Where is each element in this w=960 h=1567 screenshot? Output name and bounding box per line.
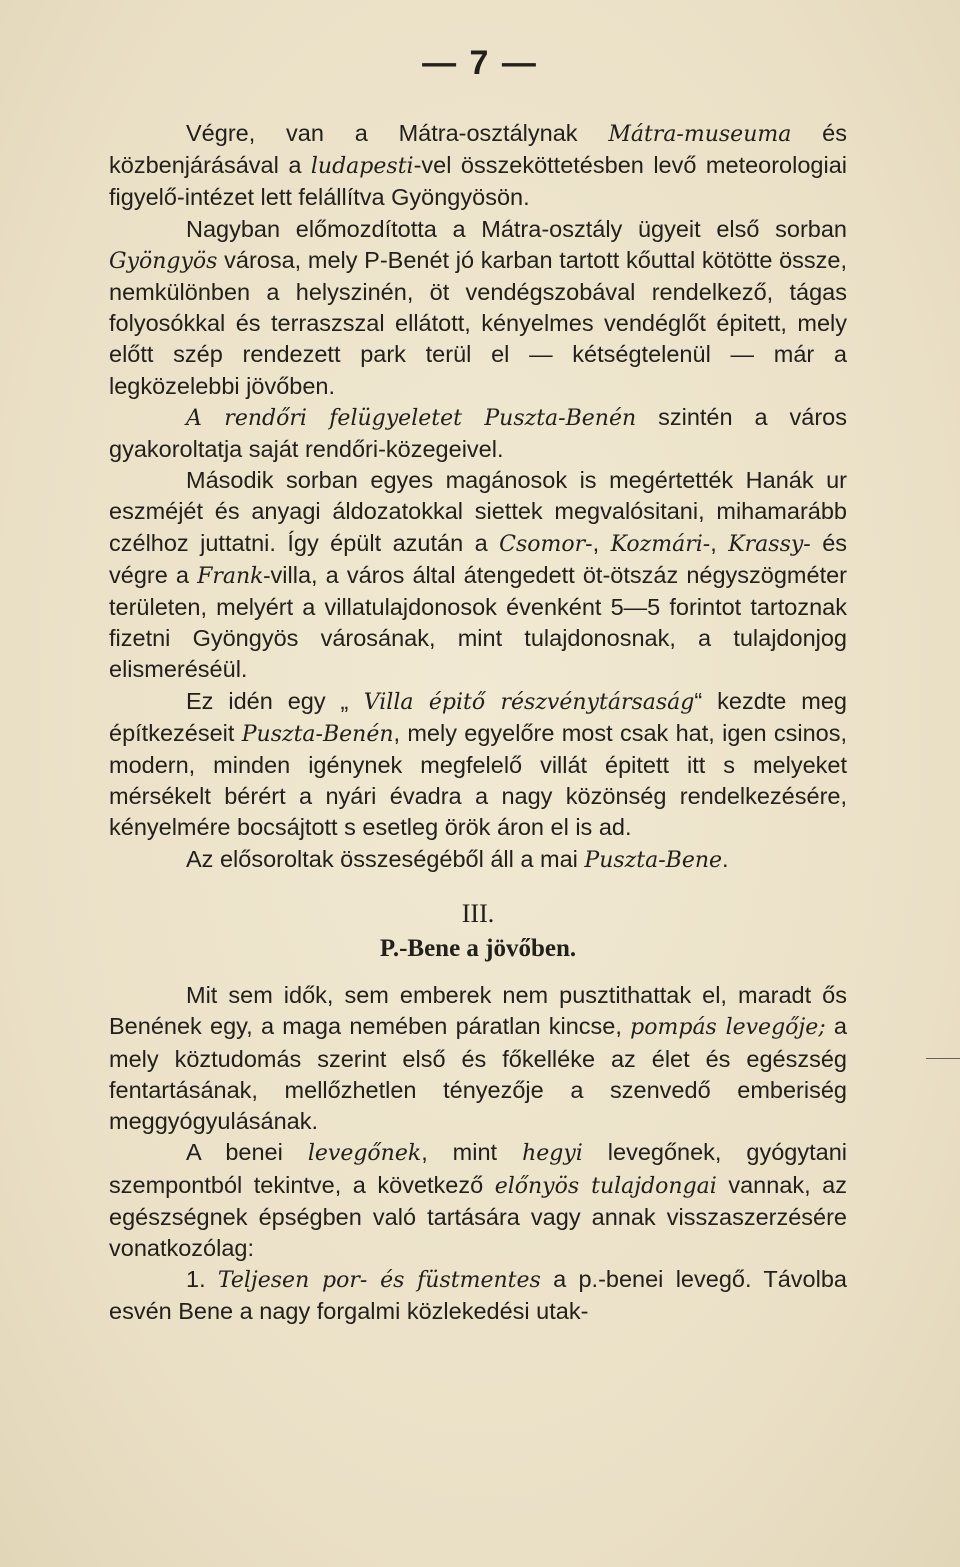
text-run: ,: [710, 529, 729, 556]
italic-text: pompás levegője;: [630, 1015, 826, 1041]
text-run: és közbenjárásával a: [109, 120, 847, 179]
text-run: városa, mely P-Benét jó karban tartott kőuttal kötötte össze, nemkülönben a helyszinén, öt vendégszobával rendelkező, tágas folyosókkal és terraszszal ellátott, kényelmes vendéglőt épitett, mely előtt szép rendezett park terül el — kétségtelenül — már a legközelebbi jövőben.: [109, 246, 847, 399]
paragraph: [109, 980, 847, 1137]
italic-text: ludapesti: [310, 154, 414, 180]
text-run: Második sorban egyes magánosok is megértették Hanák ur eszméjét és anyagi áldozatokkal siettek megvalósitani, mihamarább czélhoz juttatni. Így épült azután a: [109, 467, 847, 556]
italic-text: Puszta-Bene: [584, 847, 723, 873]
italic-text: Frank-: [197, 563, 271, 589]
text-run: Végre, van a Mátra-osztálynak: [186, 120, 609, 146]
italic-text: Kozmári-: [610, 531, 711, 557]
body-text: [109, 118, 847, 1328]
text-run: és végre a: [109, 529, 848, 588]
paragraph: [109, 465, 847, 685]
italic-text: Csomor-: [499, 531, 593, 557]
italic-text: Gyöngyös: [109, 248, 218, 274]
italic-text: A rendőri felügyeletet Puszta-Benén: [186, 405, 637, 431]
section-intro: [109, 118, 847, 876]
italic-text: levegőnek: [307, 1141, 422, 1167]
paragraph: [109, 1264, 847, 1327]
text-run: Nagyban előmozdította a Mátra-osztály ügyeit első sorban: [186, 215, 847, 242]
text-run: Az elősoroltak összeségéből áll a mai: [186, 845, 585, 872]
italic-text: előnyös tulajdongai: [494, 1173, 717, 1199]
text-run: levegőnek, gyógytani szempontból tekintve, a következő: [109, 1139, 848, 1198]
paragraph: [109, 402, 847, 465]
text-run: 1.: [186, 1266, 218, 1293]
paragraph: [109, 1137, 847, 1264]
margin-mark: [926, 1058, 960, 1059]
paragraph: [109, 214, 847, 402]
text-run: Mit sem idők, sem emberek nem pusztithattak el, maradt ős Benének egy, a maga nemében páratlan kincse,: [109, 982, 847, 1040]
text-run: villa, a város által átengedett öt-ötszáz négyszögméter területen, melyért a villatulajdonosok évenként 5—5 forintot tartoznak fizetni Gyöngyös városának, mint tulajdonosnak, a tulajdonjog elismeréséül.: [109, 561, 847, 683]
text-run: -vel összeköttetésben levő meteorologiai figyelő-intézet lett felállítva Gyöngyösön.: [109, 152, 848, 211]
italic-text: Villa épitő részvénytársaság: [348, 689, 695, 715]
section-body: [109, 980, 847, 1327]
paragraph: [109, 118, 847, 214]
paragraph: [109, 686, 847, 844]
text-run: szintén a város gyakoroltatja saját rendőri-közegeivel.: [109, 403, 847, 463]
paragraph: [109, 844, 847, 876]
text-run: “ kezdte meg építkezéseit: [109, 687, 848, 746]
page-number: — 7 —: [422, 44, 538, 82]
italic-text: Mátra-museuma: [608, 122, 792, 147]
text-run: Ez idén egy „: [186, 687, 349, 714]
text-run: , mint: [421, 1139, 523, 1166]
text-run: , mely egyelőre most csak hat, igen csinos, modern, minden igénynek megfelelő villát épitett itt s melyeket mérsékelt bérért a nyári évadra a nagy közönség rendelkezésére, kényelmére bocsájtott s esetleg örök áron el is ad.: [109, 719, 847, 841]
text-run: vannak, az egészségnek épségben való tartására vagy annak visszaszerzésére vonatkozólag:: [109, 1171, 847, 1261]
text-run: A benei: [186, 1139, 308, 1166]
section-number: III.: [461, 898, 495, 928]
text-run: .: [722, 845, 729, 872]
text-run: a p.-benei levegő. Távolba esvén Bene a nagy forgalmi közlekedési utak-: [109, 1266, 847, 1325]
italic-text: Krassy-: [728, 531, 811, 557]
text-run: a mely köztudomás szerint első és főkelléke az élet és egészség fentartásának, mellőzhetlen tényezője a szenvedő emberiség meggyógyulásának.: [109, 1013, 847, 1135]
italic-text: hegyi: [522, 1141, 583, 1167]
section-title: P.-Bene a jövőben.: [379, 935, 577, 963]
italic-text: Teljesen por- és füstmentes: [217, 1268, 541, 1294]
text-run: ,: [592, 529, 611, 556]
italic-text: Puszta-Benén: [241, 721, 394, 747]
